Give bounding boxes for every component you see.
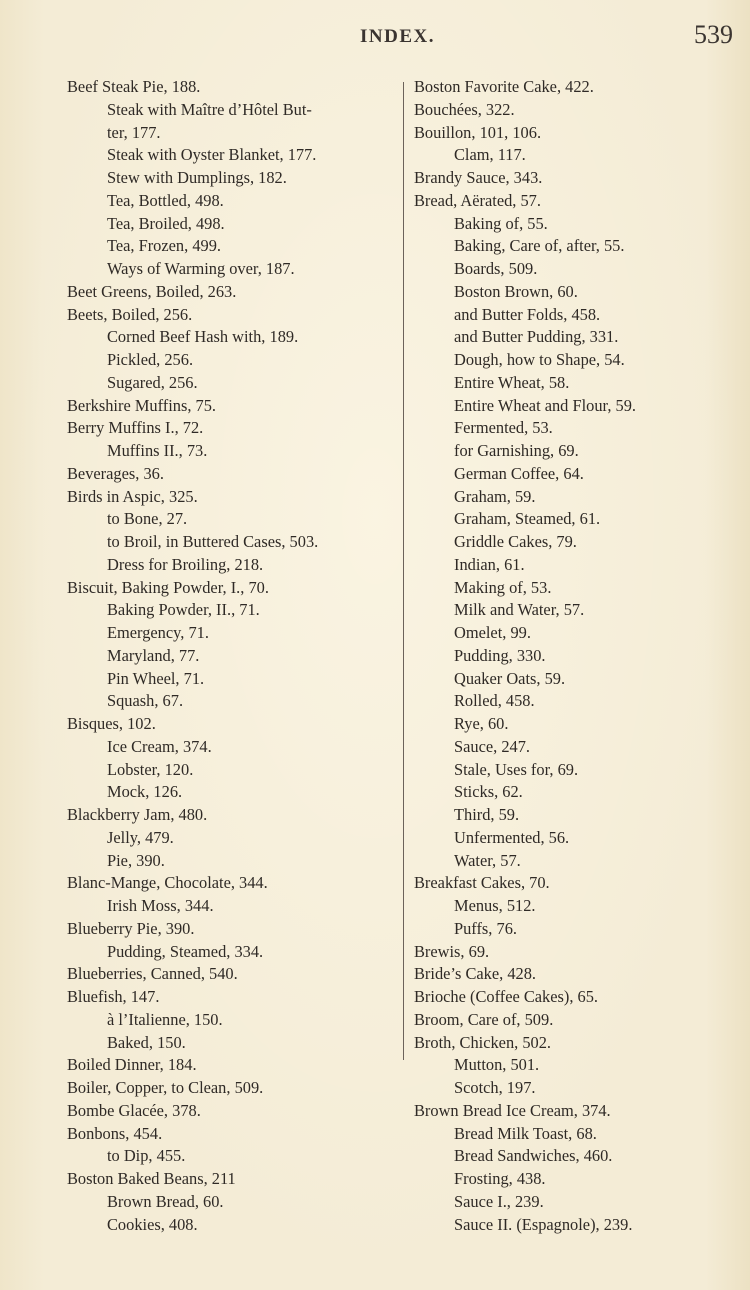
index-subentry: Omelet, 99. xyxy=(454,623,531,642)
index-entry: Blueberry Pie, 390. xyxy=(67,918,195,938)
index-subentry: Mutton, 501. xyxy=(454,1055,540,1075)
index-subentry: Baking Powder, II., 71. xyxy=(107,600,260,620)
index-entry: Beverages, 36. xyxy=(67,463,164,483)
index-subentry: Ways of Warming over, 187. xyxy=(107,259,295,278)
index-subentry: Ice Cream, 374. xyxy=(107,736,212,756)
index-subentry: Pudding, Steamed, 334. xyxy=(107,941,264,961)
index-subentry: Sauce I., 239. xyxy=(454,1191,544,1211)
index-column-right xyxy=(414,76,744,1236)
index-entry: Bouillon, 101, 106. xyxy=(414,122,542,142)
index-subentry: Clam, 117. xyxy=(454,145,526,165)
index-entry: Broth, Chicken, 502. xyxy=(414,1032,552,1052)
index-subentry: Frosting, 438. xyxy=(454,1169,546,1188)
index-entry: Brandy Sauce, 343. xyxy=(414,168,543,187)
index-subentry: Corned Beef Hash with, 189. xyxy=(107,327,299,347)
index-subentry: Indian, 61. xyxy=(454,554,525,574)
index-subentry: Baked, 150. xyxy=(107,1032,186,1052)
index-entry: Beet Greens, Boiled, 263. xyxy=(67,281,237,301)
index-subentry: Rye, 60. xyxy=(454,714,509,733)
index-subentry: to Dip, 455. xyxy=(107,1146,186,1166)
index-subentry: Dress for Broiling, 218. xyxy=(107,554,264,574)
index-subentry: à l’Italienne, 150. xyxy=(107,1009,223,1029)
index-subentry: Irish Moss, 344. xyxy=(107,896,214,915)
index-entry: Blueberries, Canned, 540. xyxy=(67,964,238,984)
index-subentry: Pickled, 256. xyxy=(107,350,194,369)
index-entry: Boiled Dinner, 184. xyxy=(67,1055,197,1075)
index-subentry: Baking, Care of, after, 55. xyxy=(454,236,625,256)
running-head xyxy=(0,22,750,52)
index-subentry: Boards, 509. xyxy=(454,259,538,278)
index-subentry: Jelly, 479. xyxy=(107,827,174,847)
index-subentry: and Butter Pudding, 331. xyxy=(454,327,619,347)
index-entry: Birds in Aspic, 325. xyxy=(67,486,198,506)
index-subentry: Griddle Cakes, 79. xyxy=(454,532,577,551)
index-subentry: Sugared, 256. xyxy=(107,372,198,392)
index-subentry: Entire Wheat and Flour, 59. xyxy=(454,395,637,415)
index-subentry: Third, 59. xyxy=(454,805,520,824)
index-entry: Bread, Aërated, 57. xyxy=(414,190,541,210)
index-subentry: and Butter Folds, 458. xyxy=(454,304,601,324)
index-subentry: German Coffee, 64. xyxy=(454,463,584,483)
page-title: INDEX. xyxy=(360,26,435,47)
index-entry: Berkshire Muffins, 75. xyxy=(67,395,217,415)
index-entry: Brown Bread Ice Cream, 374. xyxy=(414,1100,611,1120)
index-subentry: Muffins II., 73. xyxy=(107,441,208,460)
index-subentry: Dough, how to Shape, 54. xyxy=(454,350,625,369)
index-entry: Beets, Boiled, 256. xyxy=(67,304,193,324)
index-subentry: Squash, 67. xyxy=(107,691,184,711)
index-subentry: Steak with Maître d’Hôtel But- xyxy=(107,99,312,119)
index-entry: Boston Favorite Cake, 422. xyxy=(414,77,594,96)
index-entry: Bluefish, 147. xyxy=(67,987,160,1006)
page-number: 539 xyxy=(694,20,733,49)
index-subentry: Pie, 390. xyxy=(107,850,165,870)
index-subentry: Sauce II. (Espagnole), 239. xyxy=(454,1214,633,1234)
index-column-left xyxy=(67,76,402,1236)
index-subentry: to Bone, 27. xyxy=(107,509,188,529)
index-subentry: Rolled, 458. xyxy=(454,691,535,711)
index-subentry: Milk and Water, 57. xyxy=(454,600,585,620)
index-subentry: ter, 177. xyxy=(107,122,161,142)
index-subentry: Cookies, 408. xyxy=(107,1214,198,1234)
index-subentry: Lobster, 120. xyxy=(107,759,194,779)
index-subentry: Baking of, 55. xyxy=(454,213,548,233)
index-subentry: Puffs, 76. xyxy=(454,918,517,938)
index-subentry: to Broil, in Buttered Cases, 503. xyxy=(107,532,319,551)
index-subentry: Pin Wheel, 71. xyxy=(107,668,205,688)
index-entry: Bouchées, 322. xyxy=(414,99,515,119)
index-subentry: Stale, Uses for, 69. xyxy=(454,759,579,779)
index-entry: Bombe Glacée, 378. xyxy=(67,1100,201,1120)
index-subentry: Tea, Frozen, 499. xyxy=(107,236,222,256)
index-subentry: Brown Bread, 60. xyxy=(107,1191,224,1211)
index-entry: Bisques, 102. xyxy=(67,714,156,733)
index-subentry: Stew with Dumplings, 182. xyxy=(107,168,287,187)
index-entry: Boiler, Copper, to Clean, 509. xyxy=(67,1078,264,1097)
index-subentry: Steak with Oyster Blanket, 177. xyxy=(107,145,317,165)
index-subentry: Water, 57. xyxy=(454,850,521,870)
index-entry: Brewis, 69. xyxy=(414,941,490,961)
index-subentry: Unfermented, 56. xyxy=(454,827,570,847)
index-subentry: Mock, 126. xyxy=(107,782,183,802)
index-subentry: Graham, Steamed, 61. xyxy=(454,509,601,529)
index-subentry: Graham, 59. xyxy=(454,486,536,506)
index-entry: Bride’s Cake, 428. xyxy=(414,964,537,984)
index-subentry: Tea, Broiled, 498. xyxy=(107,213,225,233)
index-entry: Bonbons, 454. xyxy=(67,1123,163,1143)
index-subentry: Menus, 512. xyxy=(454,896,536,915)
index-subentry: Bread Sandwiches, 460. xyxy=(454,1146,613,1166)
index-subentry: Fermented, 53. xyxy=(454,418,553,438)
index-entry: Brioche (Coffee Cakes), 65. xyxy=(414,987,599,1006)
index-subentry: Emergency, 71. xyxy=(107,623,209,642)
index-entry: Berry Muffins I., 72. xyxy=(67,418,204,438)
index-entry: Breakfast Cakes, 70. xyxy=(414,873,550,893)
index-subentry: Bread Milk Toast, 68. xyxy=(454,1123,597,1143)
index-subentry: Pudding, 330. xyxy=(454,645,546,665)
index-entry: Blackberry Jam, 480. xyxy=(67,805,208,824)
index-subentry: Making of, 53. xyxy=(454,577,552,597)
index-subentry: Boston Brown, 60. xyxy=(454,281,578,301)
index-entry: Boston Baked Beans, 211 xyxy=(67,1169,236,1188)
index-subentry: for Garnishing, 69. xyxy=(454,441,579,460)
index-subentry: Maryland, 77. xyxy=(107,645,200,665)
index-entry: Broom, Care of, 509. xyxy=(414,1009,554,1029)
index-subentry: Sticks, 62. xyxy=(454,782,523,802)
index-entry: Beef Steak Pie, 188. xyxy=(67,77,201,96)
index-subentry: Quaker Oats, 59. xyxy=(454,668,566,688)
index-subentry: Tea, Bottled, 498. xyxy=(107,190,224,210)
index-entry: Blanc-Mange, Chocolate, 344. xyxy=(67,873,268,893)
index-entry: Biscuit, Baking Powder, I., 70. xyxy=(67,577,269,597)
index-subentry: Entire Wheat, 58. xyxy=(454,372,570,392)
column-divider xyxy=(403,82,404,1060)
index-subentry: Scotch, 197. xyxy=(454,1078,536,1097)
index-subentry: Sauce, 247. xyxy=(454,736,531,756)
